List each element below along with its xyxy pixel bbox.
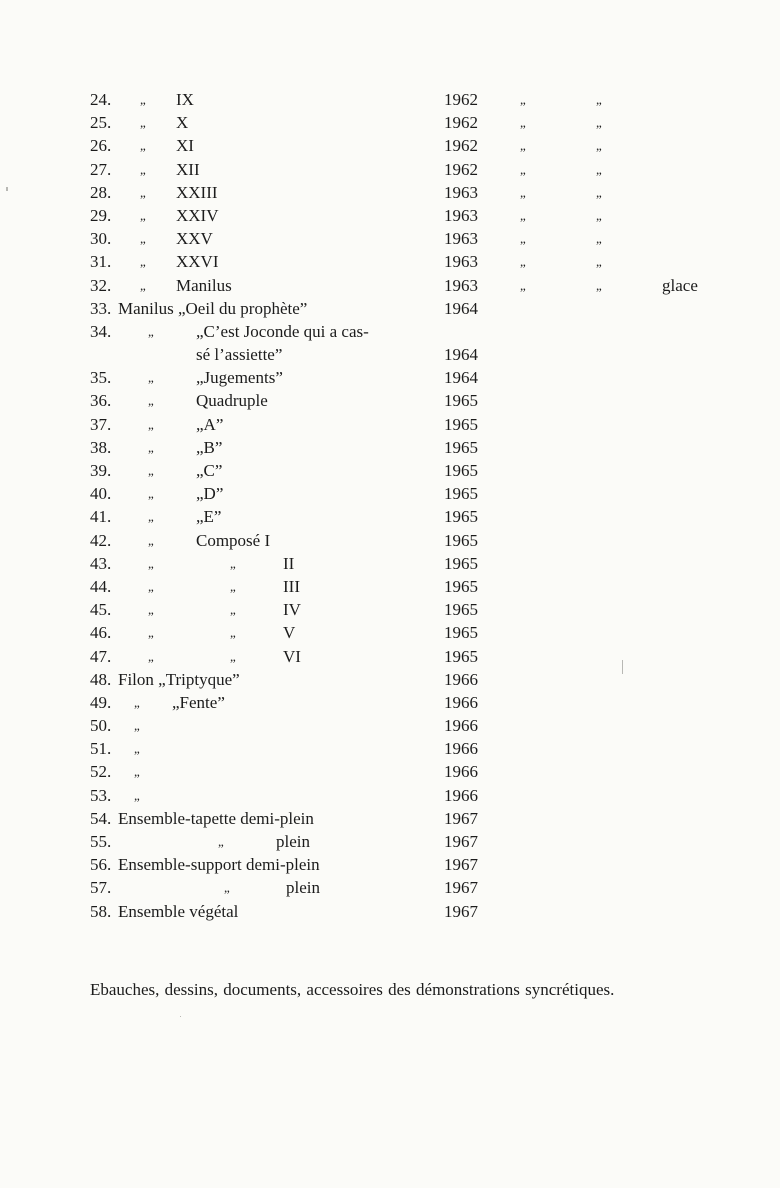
entry-number: 57. xyxy=(90,878,112,898)
entry-text: „ xyxy=(140,115,146,131)
list-item xyxy=(0,691,780,714)
entry-text: Ensemble-tapette demi-plein xyxy=(118,808,314,828)
entry-year: 1965 xyxy=(444,484,478,504)
entry-year: 1966 xyxy=(444,716,478,736)
list-item xyxy=(0,181,780,204)
entry-text: XXIV xyxy=(176,205,219,225)
entry-number: 48. xyxy=(90,669,112,689)
ditto-mark: „ xyxy=(520,254,526,270)
entry-text: „ xyxy=(148,602,154,618)
list-item xyxy=(0,900,780,923)
entry-number: 51. xyxy=(90,739,112,759)
footer-note: Ebauches, dessins, documents, accessoires des démonstrations syncrétiques. xyxy=(90,980,615,999)
entry-text: „ xyxy=(140,231,146,247)
list-item xyxy=(0,505,780,528)
entry-text: „ xyxy=(218,834,224,849)
entry-text: plein xyxy=(286,878,320,898)
list-item xyxy=(0,389,780,412)
list-item xyxy=(0,668,780,691)
ditto-mark: „ xyxy=(596,184,602,200)
list-item xyxy=(0,436,780,459)
entry-text: XI xyxy=(176,136,194,156)
entry-number: 35. xyxy=(90,368,112,388)
list-item xyxy=(0,320,780,343)
list-item xyxy=(0,459,780,482)
list-item xyxy=(0,575,780,598)
entry-text: „ xyxy=(134,694,140,710)
entry-number: 33. xyxy=(90,298,112,318)
ditto-mark: „ xyxy=(596,231,602,247)
list-item xyxy=(0,529,780,552)
entry-text: XXV xyxy=(176,229,213,249)
entry-year: 1966 xyxy=(444,692,478,712)
ditto-mark: „ xyxy=(520,231,526,247)
entry-year: 1962 xyxy=(444,136,478,156)
paper-speck xyxy=(622,660,623,674)
entry-text: „ xyxy=(140,92,146,107)
entry-year: 1966 xyxy=(444,785,478,805)
list-item xyxy=(0,552,780,575)
entry-number: 28. xyxy=(90,182,112,202)
entry-material: glace xyxy=(662,275,698,295)
entry-number: 49. xyxy=(90,692,112,712)
entry-year: 1963 xyxy=(444,275,478,295)
entry-text: „ xyxy=(148,555,154,571)
ditto-mark: „ xyxy=(596,161,602,177)
entry-text: „ xyxy=(148,463,154,478)
entry-year: 1967 xyxy=(444,808,478,828)
entry-text: „ xyxy=(148,439,154,455)
entry-text: „ xyxy=(134,741,140,757)
list-item xyxy=(0,598,780,621)
entry-text: X xyxy=(176,113,189,133)
entry-number: 38. xyxy=(90,437,112,457)
entry-text: Composé I xyxy=(196,530,271,550)
ditto-mark: „ xyxy=(520,207,526,223)
entry-number: 29. xyxy=(90,205,112,225)
entry-number: 58. xyxy=(90,901,112,921)
entry-year: 1967 xyxy=(444,832,478,851)
entry-text: „ xyxy=(140,184,146,200)
entry-year: 1963 xyxy=(444,205,478,225)
entry-text: III xyxy=(283,576,300,596)
list-item xyxy=(0,204,780,227)
entry-year: 1966 xyxy=(444,762,478,782)
list-item xyxy=(0,111,780,134)
entry-text: „E” xyxy=(196,507,222,527)
entry-text: Ensemble-support demi-plein xyxy=(118,855,320,875)
entry-year: 1963 xyxy=(444,252,478,272)
entry-year: 1964 xyxy=(444,345,478,365)
list-item xyxy=(0,645,780,668)
entry-text: XII xyxy=(176,159,200,179)
entry-year: 1966 xyxy=(444,739,478,759)
entry-text: „ xyxy=(230,578,236,594)
entry-year: 1965 xyxy=(444,530,478,550)
entry-year: 1967 xyxy=(444,901,478,921)
ditto-mark: „ xyxy=(596,115,602,131)
entry-text: „ xyxy=(140,161,146,177)
entry-text: „C’est Joconde qui a cas- xyxy=(196,321,369,341)
list-item xyxy=(0,274,780,297)
entry-text: VI xyxy=(283,646,301,666)
list-item xyxy=(0,876,780,899)
entry-text: „D” xyxy=(196,484,224,504)
entry-text: Ensemble végétal xyxy=(118,901,239,921)
ditto-mark: „ xyxy=(520,161,526,177)
catalogue-list xyxy=(0,88,780,923)
entry-year: 1965 xyxy=(444,391,478,411)
ditto-mark: „ xyxy=(596,277,602,293)
entry-year: 1965 xyxy=(444,623,478,643)
entry-text: „ xyxy=(230,648,236,664)
entry-number: 32. xyxy=(90,275,112,295)
list-item xyxy=(0,297,780,320)
entry-year: 1967 xyxy=(444,855,478,875)
list-item xyxy=(0,250,780,273)
entry-number: 42. xyxy=(90,530,112,550)
entry-number: 25. xyxy=(90,113,112,133)
entry-year: 1965 xyxy=(444,437,478,457)
entry-year: 1967 xyxy=(444,878,478,898)
list-item xyxy=(0,134,780,157)
ditto-mark: „ xyxy=(520,184,526,200)
ditto-mark: „ xyxy=(596,207,602,223)
entry-text: „ xyxy=(230,625,236,641)
entry-text: XXIII xyxy=(176,182,218,202)
entry-number: 24. xyxy=(90,90,112,109)
entry-text: Manilus „Oeil du prophète” xyxy=(118,298,308,318)
entry-text: „ xyxy=(230,555,236,571)
list-item xyxy=(0,807,780,830)
entry-number: 47. xyxy=(90,646,112,666)
list-item xyxy=(0,343,780,366)
entry-number: 54. xyxy=(90,808,112,828)
entry-number: 41. xyxy=(90,507,112,527)
entry-number: 56. xyxy=(90,855,112,875)
entry-text: „ xyxy=(140,254,146,270)
ditto-mark: „ xyxy=(596,138,602,154)
entry-year: 1965 xyxy=(444,553,478,573)
entry-number: 36. xyxy=(90,391,112,411)
entry-number: 52. xyxy=(90,762,112,782)
entry-text: IX xyxy=(176,90,194,109)
entry-text: „ xyxy=(148,370,154,386)
entry-text: „ xyxy=(148,416,154,432)
list-item xyxy=(0,784,780,807)
entry-text: „Jugements” xyxy=(196,368,283,388)
entry-year: 1964 xyxy=(444,298,478,318)
entry-number: 27. xyxy=(90,159,112,179)
entry-year: 1965 xyxy=(444,414,478,434)
ditto-mark: „ xyxy=(520,277,526,293)
list-item xyxy=(0,413,780,436)
paper-speck xyxy=(180,1016,181,1017)
entry-text: Filon „Triptyque” xyxy=(118,669,240,689)
entry-text: „C” xyxy=(196,461,223,480)
entry-year: 1965 xyxy=(444,461,478,480)
entry-text: „A” xyxy=(196,414,224,434)
entry-text: Manilus xyxy=(176,275,232,295)
entry-year: 1965 xyxy=(444,576,478,596)
list-item xyxy=(0,760,780,783)
entry-text: „ xyxy=(148,509,154,525)
entry-text: IV xyxy=(283,600,301,620)
entry-text: „ xyxy=(148,648,154,664)
entry-text: „ xyxy=(148,393,154,409)
entry-year: 1965 xyxy=(444,646,478,666)
entry-text: „ xyxy=(148,323,154,339)
entry-text: „ xyxy=(224,880,230,896)
list-item xyxy=(0,227,780,250)
entry-number: 40. xyxy=(90,484,112,504)
ditto-mark: „ xyxy=(596,254,602,270)
list-item xyxy=(0,482,780,505)
entry-number: 50. xyxy=(90,716,112,736)
entry-year: 1963 xyxy=(444,229,478,249)
entry-text: Quadruple xyxy=(196,391,268,411)
entry-number: 45. xyxy=(90,600,112,620)
entry-year: 1962 xyxy=(444,159,478,179)
entry-text: „B” xyxy=(196,437,223,457)
entry-text: V xyxy=(283,623,296,643)
list-item xyxy=(0,737,780,760)
entry-number: 39. xyxy=(90,461,112,480)
entry-number: 44. xyxy=(90,576,112,596)
list-item xyxy=(0,366,780,389)
list-item xyxy=(0,714,780,737)
ditto-mark: „ xyxy=(520,138,526,154)
entry-year: 1963 xyxy=(444,182,478,202)
entry-text: XXVI xyxy=(176,252,219,272)
entry-text: „ xyxy=(134,718,140,734)
entry-year: 1962 xyxy=(444,90,478,109)
ditto-mark: „ xyxy=(520,115,526,131)
list-item xyxy=(0,88,780,111)
ditto-mark: „ xyxy=(596,92,602,107)
list-item xyxy=(0,853,780,876)
entry-number: 46. xyxy=(90,623,112,643)
entry-number: 31. xyxy=(90,252,112,272)
entry-text: „ xyxy=(148,532,154,548)
entry-text: „ xyxy=(140,207,146,223)
entry-number: 30. xyxy=(90,229,112,249)
entry-year: 1966 xyxy=(444,669,478,689)
entry-year: 1962 xyxy=(444,113,478,133)
entry-number: 55. xyxy=(90,832,112,851)
list-item xyxy=(0,830,780,853)
entry-text: „Fente” xyxy=(172,692,225,712)
paper-speck xyxy=(6,187,8,191)
entry-text: „ xyxy=(134,764,140,780)
entry-text: „ xyxy=(148,625,154,641)
entry-year: 1965 xyxy=(444,507,478,527)
entry-text: „ xyxy=(230,602,236,618)
entry-number: 53. xyxy=(90,785,112,805)
entry-year: 1965 xyxy=(444,600,478,620)
entry-text: „ xyxy=(148,486,154,502)
entry-text: „ xyxy=(148,578,154,594)
entry-text: „ xyxy=(140,277,146,293)
entry-number: 26. xyxy=(90,136,112,156)
entry-text: plein xyxy=(276,832,310,851)
list-item xyxy=(0,158,780,181)
list-item xyxy=(0,621,780,644)
entry-number: 34. xyxy=(90,321,112,341)
entry-number: 43. xyxy=(90,553,112,573)
entry-text: „ xyxy=(134,787,140,803)
entry-text: „ xyxy=(140,138,146,154)
entry-text: II xyxy=(283,553,295,573)
ditto-mark: „ xyxy=(520,92,526,107)
entry-number: 37. xyxy=(90,414,112,434)
entry-text: sé l’assiette” xyxy=(196,345,283,365)
entry-year: 1964 xyxy=(444,368,478,388)
